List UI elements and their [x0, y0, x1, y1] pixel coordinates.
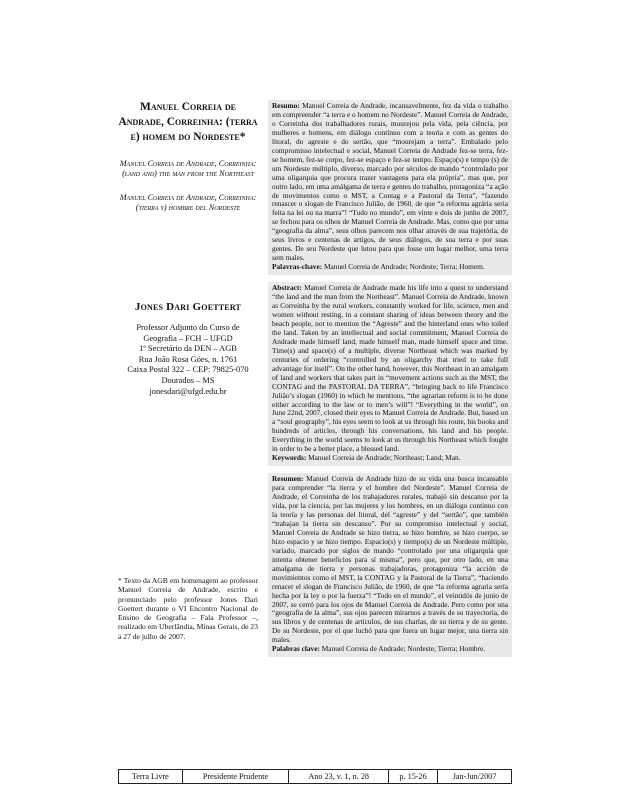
keywords-label: Palavras-chave:: [272, 262, 323, 272]
footer-volume: Ano 23, v. 1, n. 28: [289, 770, 389, 784]
author-email[interactable]: jonesdari@ufgd.edu.br: [149, 386, 227, 396]
subtitle-english: Manuel Correia de Andrade, Correinha: (land and) the man from the Northeast: [119, 159, 257, 178]
keywords-label: Palabras clave:: [272, 644, 320, 654]
affiliation-line: Professor Adjunto do Curso de: [136, 323, 240, 332]
affiliation-line: Caixa Postal 322 – CEP: 79825-070: [127, 365, 249, 375]
keywords-text: Manuel Correia de Andrade; Nordeste; Terra; Homem.: [324, 262, 485, 272]
abstract-portuguese: [268, 100, 512, 275]
author-name: Jones Dari Goettert: [134, 301, 242, 313]
keywords-text: Manuel Correia de Andrade; Nordeste; Tierra; Hombre.: [321, 644, 486, 654]
abstract-english: [268, 282, 512, 466]
abstract-text: Manuel Correia de Andrade, incansavelmente, fez da vida o trabalho em compreender “a terra e o homem no Nordeste”. Manuel Correia de Andrade, o Correinha dos trabalhadores rurais, mourejou pela vida, pela ciência, por mulheres e homens, em diálogo contínuo com a teoria e com as gentes do litoral, do agreste e do sertão, que “mourejam a terra”. Embalado pelo compromisso intelectual e social, Manuel Correia de Andrade fez-se terra, fez-se homem, fez-se corpo, fez-se espaço e fez-se tempo. Espaço(s) e tempo (s) de um Nordeste múltiplo, diverso, marcado por séculos de mando “controlado por uma oligarquia que procura trazer vantagens para ela própria”, mas que, por outro lado, em uma amálgama de terra e gentes do trabalho, protagoniza “a ação de movimentos como o MST, a Contag e a Pastoral da Terra”, “fazendo renascer o slogan de Francisco Julião, de 1960, de que “a reforma agrária seria feita na lei ou na marra”! “Tudo no mundo”, em vinte e dois de junho de 2007, se fechou para os olhos de Manuel Correia de Andrade. Mas, como que por uma “geografia da alma”, seus olhos parecem nos olhar através de sua trajetória, de seus livros e centenas de artigos, de seus diálogos, de sua terra e por suas gentes. De seu Nordeste que lutou para que fosse um lugar melhor, uma terra sem males.: [272, 101, 508, 263]
page-footer: [118, 769, 512, 784]
abstract-spanish: [268, 473, 512, 657]
abstracts-column: [268, 100, 512, 657]
footer-pages: p. 15-26: [389, 770, 438, 784]
abstract-label: Abstract:: [272, 283, 302, 293]
footnote: * Texto da AGB em homenagem ao professor Manuel Correia de Andrade, escrito e pronunciado pelo professor Jones Dari Goettert durante o VI Encontro Nacional de Ensino de Geografia – Fala Professor –, realizado em Uberlândia, Minas Gerais, de 23 a 27 de julho de 2007.: [118, 576, 258, 641]
footer-city: Presidente Prudente: [182, 770, 289, 784]
left-column: [118, 100, 258, 397]
affiliation-line: 1º Secretário da DEN – AGB: [139, 344, 237, 354]
affiliation-line: Dourados – MS: [161, 375, 215, 385]
footer-date: Jan-Jun/2007: [438, 770, 512, 784]
abstract-text: Manuel Correia de Andrade made his life into a quest to understand “the land and the man from the Northeast”. Manuel Correia de Andrade, known as Correinha by the rural workers, constantly worked for life, science, men and women without resting, in a constant sharing of ideas between theory and the beach people, not to mention the “Agreste” and the hinterland ones who toiled the land. Taken by an intellectual and social commitment, Manuel Correia de Andrade made himself land, made himself man, made himself space and time. Time(s) and space(s) of a multiple, diverse Northeast which was marked by centuries of ordering “controlled by an oligarchy that tried to take full advantage for itself”. On the other hand, however, this Northeast in an amalgam of land and workers that takes part in “movement actions such as the MST, the CONTAG and the PASTORAL DA TERRA”, “bringing back to life Francisco Julião’s slogan (1960) in which he mentions, “the agrarian reform is to be done either according to the law or to men’s will”! “Everything in the world”, on June 22nd, 2007, closed their eyes to Manuel Correia de Andrade. But, based on a “soul geography”, his eyes seem to look at us through his route, his books and hundreds of articles, through his conversations, his land and his people. Everything in the world seems to look at us through his Northeast which fought in order to be a better place, a blessed land.: [272, 283, 508, 454]
abstract-label: Resumo:: [272, 101, 300, 110]
keywords-text: Manuel Correia de Andrade; Northeast; Land; Man.: [308, 453, 461, 463]
abstract-text: Manuel Correia de Andrade hizo de su vida una busca incansable para comprender “la tierra y el hombre del Nordeste”. Manuel Correia de Andrade, el Correinha de los trabajadores rurales, trabajó sin descanso por la vida, por la ciencia, por las mujeres y los hombres, en un diálogo continuo con la teoría y las personas del litoral, del “agreste” y del “sertão”, que también “trabajan la tierra sin descanso”. Por su compromiso intelectual y social, Manuel Correia de Andrade se hizo tierra, se hizo hombre, se hizo cuerpo, se hizo espacio y se hizo tiempo. Espacio(s) y tiempo(s) de un Nordeste múltiple, variado, marcado por siglos de mando “controlado por una oligarquía que intenta obtener beneficios para sí misma”, pero que, por otro lado, en una amalgama de tierra y personas trabajadoras, protagoniza “la acción de movimientos como el MST, la CONTAG y la Pastoral de la Tierra”, “haciendo renacer el slogan de Francisco Julião, de 1960, de que “la reforma agraria sería hecha por la ley o por la fuerza”! “Todo en el mundo”, el veintidós de junio de 2007, se cerró para los ojos de Manuel Correia de Andrade. Pero como por una “geografía de la alma”, sus ojos parecen mirarnos a través de su trayectoria, de sus libros y de centenas de artículos, de sus charlas, de su tierra y de su gente. De su Nordeste, por el que luchó para que fuera un lugar mejor, una tierra sin males.: [272, 474, 508, 645]
subtitle-spanish: Manuel Correia de Andrade, Correinha: (tierra y) hombre del Nordeste: [119, 193, 257, 212]
author-affiliation: [118, 323, 258, 397]
abstract-label: Resumen:: [272, 474, 304, 484]
affiliation-line: Geografia – FCH – UFGD: [143, 333, 233, 343]
footer-journal: Terra Livre: [119, 770, 183, 784]
keywords-label: Keywords:: [272, 453, 307, 463]
article-title: Manuel Correia de Andrade, Correinha: (terra e) homem do Nordeste*: [118, 101, 258, 143]
affiliation-line: Rua João Rosa Góes, n. 1761: [138, 354, 238, 364]
